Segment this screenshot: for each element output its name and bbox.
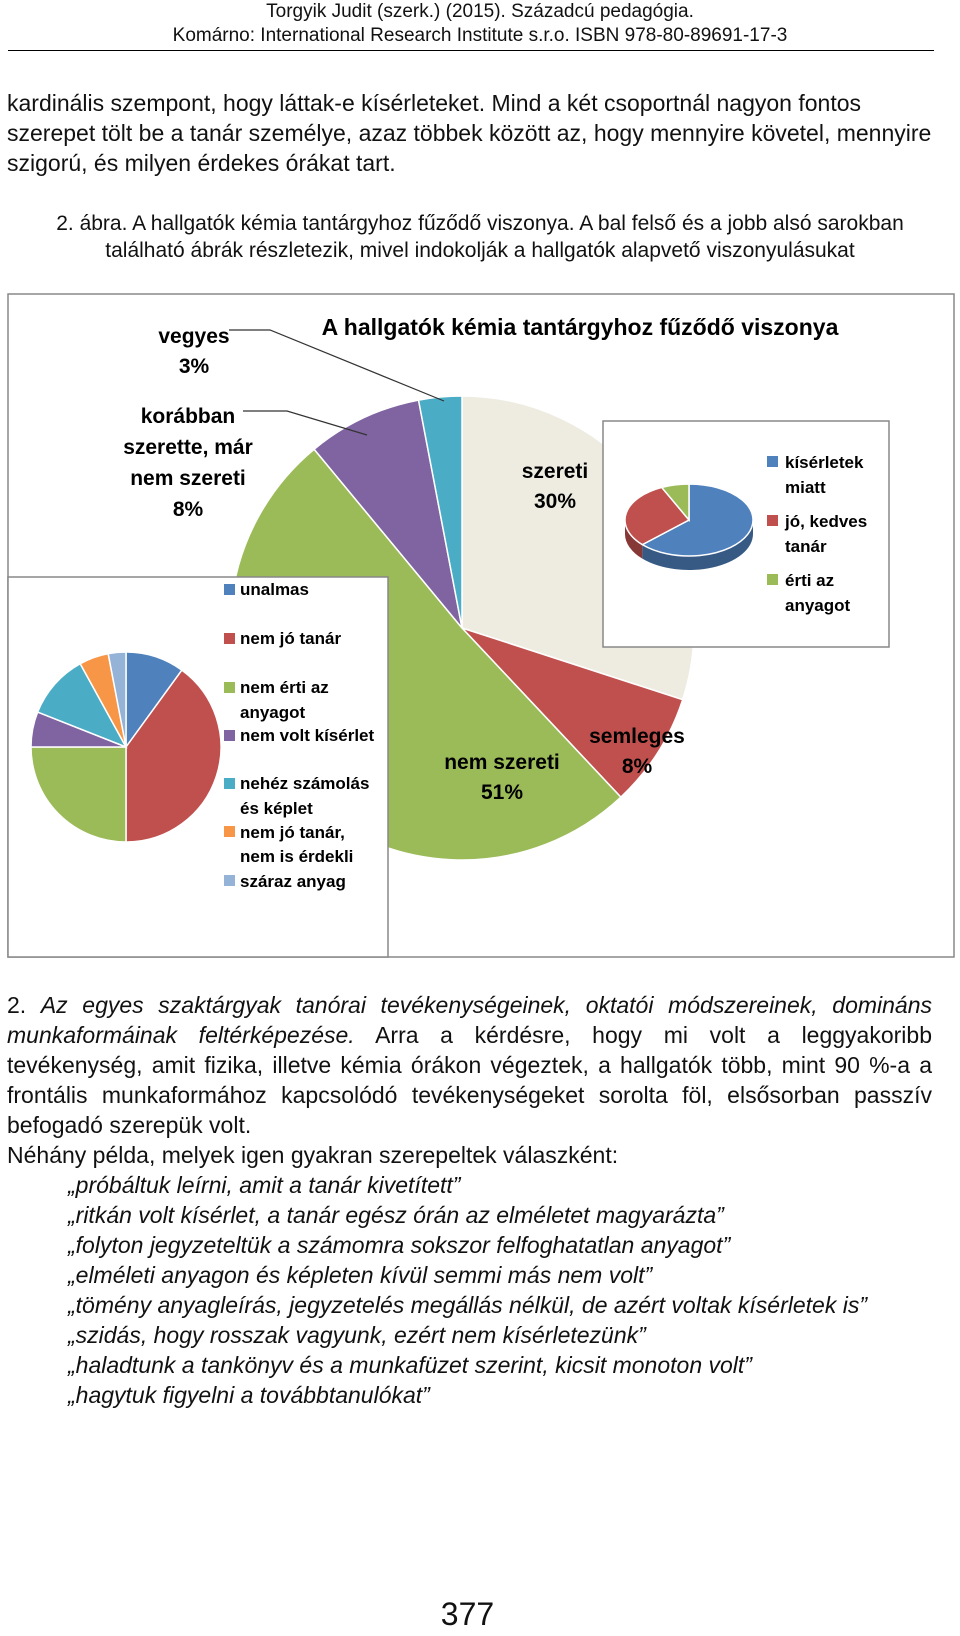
legend-swatch-kiserletek — [767, 456, 778, 467]
left-inset-pie — [31, 652, 221, 842]
figure-svg — [7, 293, 955, 958]
quote-item: „tömény anyagleírás, jegyzetelés megállás nélkül, de azért voltak kísérletek is” — [68, 1292, 867, 1318]
header-publisher: Komárno: International Research Institute s.r.o. ISBN 978-80-89691-17-3 — [172, 25, 788, 46]
header-citation: Torgyik Judit (szerk.) (2015). Századcú pedagógia. — [266, 1, 694, 22]
legend-jo-kedves-1: jó, kedves — [785, 512, 868, 531]
legend-swatch-nem-erti — [224, 682, 235, 693]
quote-item: „ritkán volt kísérlet, a tanár egész órán az elméletet magyarázta” — [68, 1202, 724, 1228]
quote-item: „folyton jegyzeteltük a számomra sokszor felfoghatatlan anyagot” — [68, 1232, 731, 1258]
label-korabban-3: nem szereti — [130, 467, 246, 490]
legend-nehez-2: és képlet — [240, 799, 313, 818]
examples-intro: Néhány példa, melyek igen gyakran szerepeltek válaszként: — [7, 1142, 619, 1168]
left-inset-chart — [8, 577, 388, 957]
legend-nem-erdekli-2: nem is érdekli — [240, 847, 354, 866]
label-szereti-pct: 30% — [533, 490, 577, 513]
legend-jo-kedves-2: tanár — [785, 537, 827, 556]
page-header — [0, 0, 960, 48]
label-nem-szereti: nem szereti — [444, 751, 560, 774]
legend-nem-erdekli-1: nem jó tanár, — [240, 823, 345, 842]
legend-nem-jo-tanar: nem jó tanár — [240, 629, 342, 648]
legend-swatch-jo-kedves — [767, 515, 778, 526]
legend-swatch-szaraz — [224, 875, 235, 886]
legend-nem-erti-2: anyagot — [240, 703, 306, 722]
legend-swatch-erti — [767, 574, 778, 585]
quote-item: „szidás, hogy rosszak vagyunk, ezért nem kísérletezünk” — [68, 1322, 646, 1348]
legend-swatch-nem-erdekli — [224, 826, 235, 837]
quote-item: „haladtunk a tankönyv és a munkafüzet szerint, kicsit monoton volt” — [68, 1352, 752, 1378]
legend-kiserletek-2: miatt — [785, 478, 826, 497]
legend-swatch-unalmas — [224, 584, 235, 595]
legend-swatch-nehez — [224, 778, 235, 789]
legend-unalmas: unalmas — [240, 580, 309, 599]
right-inset-pie — [625, 484, 753, 570]
label-korabban-1: korábban — [140, 405, 236, 428]
legend-nem-erti-1: nem érti az — [240, 678, 329, 697]
legend-kiserletek-1: kísérletek — [785, 453, 864, 472]
legend-erti-2: anyagot — [785, 596, 851, 615]
legend-swatch-nem-volt-kiserlet — [224, 730, 235, 741]
figure-caption: 2. ábra. A hallgatók kémia tantárgyhoz fűződő viszonya. A bal felső és a jobb alsó sarokban található ábrák részletezik, mivel indokolják a hallgatók alapvető viszonyulásukat — [56, 212, 904, 262]
paragraph-2-number: 2. — [7, 992, 41, 1018]
legend-szaraz: száraz anyag — [240, 872, 346, 891]
quote-item: „elméleti anyagon és képleten kívül semmi más nem volt” — [68, 1262, 653, 1288]
paragraph-1: kardinális szempont, hogy láttak-e kísérleteket. Mind a két csoportnál nagyon fontos szerepet tölt be a tanár személye, azaz többek között az, hogy mennyire követel, mennyire szigorú, és milyen érdekes órákat tart. — [7, 90, 932, 176]
quote-item: „próbáltuk leírni, amit a tanár kivetített” — [68, 1172, 461, 1198]
legend-nem-volt-kiserlet: nem volt kísérlet — [240, 726, 375, 745]
label-semleges: semleges — [589, 725, 685, 748]
header-rule — [8, 50, 934, 51]
quote-item: „hagytuk figyelni a továbbtanulókat” — [68, 1382, 430, 1408]
label-nem-szereti-pct: 51% — [480, 781, 524, 804]
page-number: 377 — [440, 1596, 495, 1632]
legend-nehez-1: nehéz számolás — [240, 774, 370, 793]
main-chart-title: A hallgatók kémia tantárgyhoz fűződő viszonya — [321, 314, 839, 340]
label-vegyes: vegyes — [158, 325, 230, 348]
figure-2 — [7, 293, 955, 958]
right-inset-chart — [603, 421, 889, 647]
quote-list — [68, 1170, 928, 1410]
paragraph-2-italic: Az egyes szaktárgyak tanórai tevékenységeinek, oktatói módszereinek, domináns munkaformáinak feltérképezése. — [7, 992, 932, 1048]
label-szereti: szereti — [521, 460, 589, 483]
label-semleges-pct: 8% — [621, 755, 653, 778]
paragraph-2 — [7, 990, 932, 1140]
legend-swatch-nem-jo-tanar — [224, 633, 235, 644]
label-korabban-2: szerette, már — [123, 436, 253, 459]
legend-erti-1: érti az — [785, 571, 835, 590]
paragraph-2-rest: Arra a kérdésre, hogy mi volt a leggyakoribb tevékenység, amit fizika, illetve kémia órákon végeztek, a hallgatók több, mint 90 %-a a frontális munkaformához kapcsolódó tevékenységeket sorolta föl, elsősorban passzív befogadó szerepük volt. — [7, 1022, 932, 1138]
label-korabban-pct: 8% — [172, 498, 204, 521]
label-vegyes-pct: 3% — [178, 355, 210, 378]
